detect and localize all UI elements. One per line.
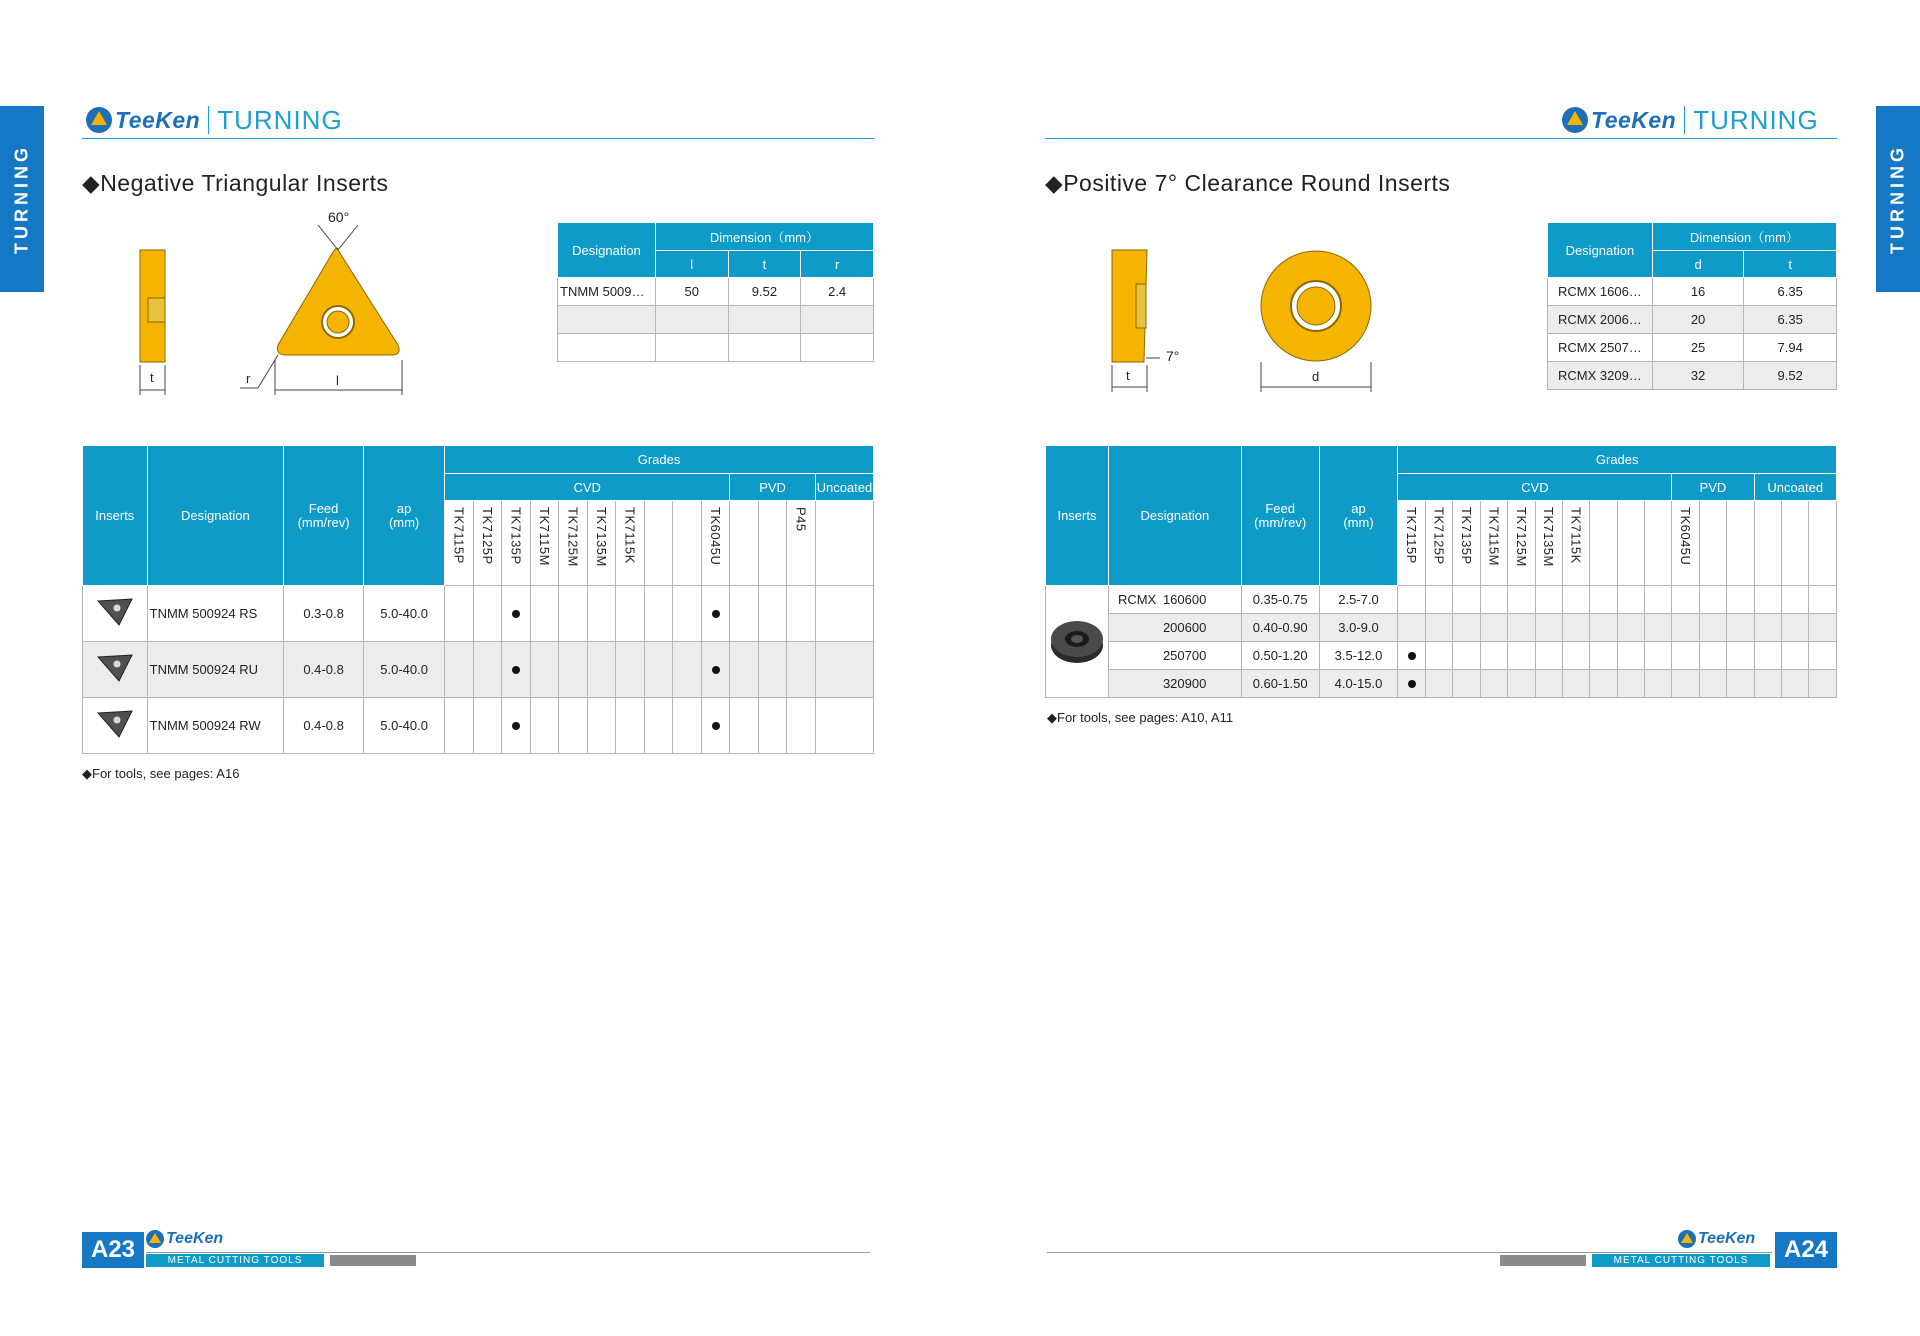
col-d: d: [1652, 251, 1744, 278]
cell: RCMX 2507…: [1548, 334, 1653, 362]
table-row: [558, 278, 874, 306]
cell: TNMM 5009…: [558, 278, 656, 306]
grade-cell: [1425, 586, 1452, 614]
grade-table-left: [82, 445, 874, 754]
table-row: [558, 306, 874, 334]
col-inserts: Inserts: [83, 446, 148, 586]
col-grades: Grades: [445, 446, 874, 474]
round-insert-drawing: [1100, 240, 1390, 400]
cell: 50: [655, 278, 728, 306]
grade-col-header: [815, 501, 873, 586]
footer-logo-text: TeeKen: [166, 1230, 224, 1247]
ap-cell: 4.0-15.0: [1319, 670, 1398, 698]
designation-cell: [1108, 670, 1241, 698]
col-designation: Designation: [1548, 223, 1653, 278]
grade-cell: [1453, 670, 1480, 698]
grade-col-header: [1781, 501, 1808, 586]
designation-cell: TNMM 500924 RS: [147, 586, 283, 642]
header-divider: [208, 106, 209, 134]
grade-col-header: [587, 501, 616, 586]
insert-image: [83, 586, 148, 642]
grade-cell: [473, 586, 502, 642]
grade-cell: [1672, 586, 1699, 614]
grade-name: TK7115K: [622, 507, 638, 564]
col-ap: ap (mm): [1319, 446, 1398, 586]
table-row: [1548, 306, 1837, 334]
grade-name: TK7125M: [565, 507, 581, 567]
table-row: [1046, 614, 1837, 642]
col-grades: Grades: [1398, 446, 1837, 474]
cell: RCMX 1606…: [1548, 278, 1653, 306]
grade-col-header: [730, 501, 759, 586]
grade-cell: [730, 586, 759, 642]
cell: 9.52: [1744, 362, 1837, 390]
cell: 16: [1652, 278, 1744, 306]
col-designation: Designation: [147, 446, 283, 586]
footer-brand: [146, 1230, 223, 1248]
side-tab-right: [1876, 106, 1920, 292]
grade-cell: [1727, 670, 1754, 698]
footer-gray-bar: [330, 1255, 416, 1266]
recommended-dot-icon: [512, 722, 520, 730]
triangle-insert-icon: [95, 651, 135, 685]
teeken-logo-icon: [1678, 1230, 1696, 1248]
feed-cell: 0.4-0.8: [284, 642, 364, 698]
grade-col-header: [1480, 501, 1507, 586]
grade-cell: [530, 586, 559, 642]
grade-cell: [1645, 670, 1672, 698]
designation-code: 320900: [1162, 676, 1207, 691]
table-row: [1548, 362, 1837, 390]
grade-name: TK7115P: [451, 507, 467, 564]
grade-col-header: [1508, 501, 1535, 586]
cell: 25: [1652, 334, 1744, 362]
insert-image: [83, 698, 148, 754]
ap-cell: 3.0-9.0: [1319, 614, 1398, 642]
designation-cell: [1108, 586, 1241, 614]
feed-cell: 0.35-0.75: [1241, 586, 1319, 614]
grade-col-header: [1672, 501, 1699, 586]
grade-cell: [787, 642, 816, 698]
ap-cell: 2.5-7.0: [1319, 586, 1398, 614]
designation-prefix: RCMX: [1117, 592, 1157, 607]
header-brand-right: [1562, 104, 1819, 136]
grade-cell: [473, 698, 502, 754]
grade-cell: [1590, 642, 1617, 670]
footer-logo-text: TeeKen: [1698, 1230, 1756, 1247]
dim-label-t: t: [150, 370, 154, 385]
recommended-dot-icon: [712, 722, 720, 730]
table-row: [83, 586, 874, 642]
grade-cell: [1562, 614, 1589, 642]
header-section-title: TURNING: [217, 104, 343, 135]
table-row: [558, 334, 874, 362]
grade-cell: [1699, 614, 1726, 642]
triangular-insert-drawing: [130, 205, 420, 405]
cell: RCMX 3209…: [1548, 362, 1653, 390]
grade-col-header: [1453, 501, 1480, 586]
col-feed: Feed (mm/rev): [284, 446, 364, 586]
col-dimension: Dimension（mm）: [1652, 223, 1836, 251]
table-row: [83, 698, 874, 754]
col-designation: Designation: [1108, 446, 1241, 586]
col-uncoated: Uncoated: [815, 474, 873, 501]
grade-cell: [758, 698, 787, 754]
grade-col-header: [559, 501, 588, 586]
insert-image: [83, 642, 148, 698]
grade-col-header: [530, 501, 559, 586]
grade-name: TK7115M: [536, 507, 552, 566]
grade-name: TK7125P: [1431, 507, 1447, 565]
grade-cell: [530, 642, 559, 698]
grade-cell: [1508, 586, 1535, 614]
tools-note: ◆For tools, see pages: A16: [82, 766, 240, 781]
triangle-insert-icon: [95, 707, 135, 741]
header-brand-left: [86, 104, 343, 136]
col-cvd: CVD: [445, 474, 730, 501]
triangle-insert-icon: [95, 595, 135, 629]
ap-cell: 5.0-40.0: [364, 698, 445, 754]
grade-cell: [1781, 586, 1808, 614]
page-number: A23: [82, 1232, 144, 1268]
col-dimension: Dimension（mm）: [655, 223, 873, 251]
grade-name: TK7115P: [1404, 507, 1420, 564]
grade-name: TK7115M: [1486, 507, 1502, 566]
grade-cell: [1781, 642, 1808, 670]
cell: 32: [1652, 362, 1744, 390]
header-section-title: TURNING: [1693, 104, 1819, 135]
col-ap: ap (mm): [364, 446, 445, 586]
grade-name: TK7135M: [1541, 507, 1557, 567]
dimension-table-right: [1547, 222, 1837, 390]
insert-image: [1046, 586, 1109, 698]
grade-cell: [1590, 614, 1617, 642]
grade-cell: [1508, 642, 1535, 670]
recommended-dot-icon: [1408, 680, 1416, 688]
footer-rule: [1047, 1252, 1772, 1253]
grade-name: TK7135M: [593, 507, 609, 567]
grade-cell: [1699, 642, 1726, 670]
round-insert-icon: [1049, 615, 1105, 665]
grade-cell: [1809, 614, 1837, 642]
grade-cell: [1453, 642, 1480, 670]
dim-label-t: t: [1126, 368, 1130, 383]
cell: 7.94: [1744, 334, 1837, 362]
grade-col-header: [1535, 501, 1562, 586]
cell: RCMX 2006…: [1548, 306, 1653, 334]
grade-cell: [644, 698, 673, 754]
col-cvd: CVD: [1398, 474, 1672, 501]
grade-cell: [1425, 614, 1452, 642]
grade-cell: [502, 698, 531, 754]
grade-name: TK7115K: [1568, 507, 1584, 564]
grade-cell: [559, 586, 588, 642]
col-t: t: [1744, 251, 1837, 278]
teeken-logo-icon: [146, 1230, 164, 1248]
cell: 2.4: [801, 278, 874, 306]
table-row: [83, 642, 874, 698]
grade-cell: [473, 642, 502, 698]
grade-col-header: [1590, 501, 1617, 586]
grade-cell: [1480, 642, 1507, 670]
feed-cell: 0.60-1.50: [1241, 670, 1319, 698]
grade-cell: [559, 642, 588, 698]
grade-col-header: [473, 501, 502, 586]
grade-cell: [616, 698, 645, 754]
grade-cell: [1398, 614, 1425, 642]
dim-label-angle: 60°: [328, 209, 350, 225]
designation-code: 250700: [1162, 648, 1207, 663]
grade-cell: [1617, 586, 1644, 614]
grade-cell: [1480, 614, 1507, 642]
grade-cell: [1645, 586, 1672, 614]
grade-cell: [559, 698, 588, 754]
grade-name: TK7125M: [1513, 507, 1529, 567]
grade-col-header: [1754, 501, 1781, 586]
grade-cell: [1754, 586, 1781, 614]
grade-cell: [1645, 614, 1672, 642]
recommended-dot-icon: [712, 610, 720, 618]
col-r: r: [801, 251, 874, 278]
dim-label-d: d: [1312, 369, 1320, 384]
grade-cell: [1809, 670, 1837, 698]
grade-cell: [787, 698, 816, 754]
grade-name: P45: [793, 507, 809, 532]
grade-cell: [1699, 586, 1726, 614]
footer-tagline: METAL CUTTING TOOLS: [1592, 1254, 1770, 1267]
grade-name: TK7135P: [1458, 507, 1474, 565]
ap-cell: 5.0-40.0: [364, 642, 445, 698]
grade-cell: [1645, 642, 1672, 670]
grade-cell: [1590, 670, 1617, 698]
designation-code: 200600: [1162, 620, 1207, 635]
side-tab-left: [0, 106, 44, 292]
cell: 20: [1652, 306, 1744, 334]
grade-col-header: [502, 501, 531, 586]
grade-col-header: [1398, 501, 1425, 586]
grade-cell: [1754, 614, 1781, 642]
teeken-logo-icon: [86, 107, 112, 133]
recommended-dot-icon: [512, 666, 520, 674]
grade-cell: [1727, 642, 1754, 670]
side-view: [1112, 250, 1160, 392]
grade-col-header: [616, 501, 645, 586]
feed-cell: 0.3-0.8: [284, 586, 364, 642]
footer-brand: [1678, 1230, 1755, 1248]
recommended-dot-icon: [1408, 652, 1416, 660]
feed-cell: 0.40-0.90: [1241, 614, 1319, 642]
grade-col-header: [701, 501, 730, 586]
grade-col-header: [787, 501, 816, 586]
grade-cell: [502, 586, 531, 642]
table-row: [1548, 278, 1837, 306]
grade-cell: [502, 642, 531, 698]
grade-cell: [673, 586, 702, 642]
footer-gray-bar: [1500, 1255, 1586, 1266]
header-rule: [1045, 138, 1837, 139]
col-uncoated: Uncoated: [1754, 474, 1837, 501]
cell: 6.35: [1744, 278, 1837, 306]
dim-label-r: r: [246, 371, 251, 386]
table-row: [1548, 334, 1837, 362]
grade-cell: [1617, 670, 1644, 698]
grade-cell: [758, 586, 787, 642]
grade-cell: [1480, 670, 1507, 698]
grade-cell: [1617, 614, 1644, 642]
table-row: [1046, 586, 1837, 614]
designation-code: 160600: [1162, 592, 1207, 607]
grade-cell: [1508, 670, 1535, 698]
top-view: [240, 225, 402, 395]
grade-cell: [815, 586, 873, 642]
grade-col-header: [1645, 501, 1672, 586]
grade-table-right: [1045, 445, 1837, 698]
cell: 9.52: [728, 278, 801, 306]
grade-cell: [1672, 642, 1699, 670]
grade-cell: [1754, 642, 1781, 670]
grade-col-header: [1699, 501, 1726, 586]
grade-cell: [1781, 670, 1808, 698]
grade-cell: [1453, 614, 1480, 642]
cell: 6.35: [1744, 306, 1837, 334]
col-feed: Feed (mm/rev): [1241, 446, 1319, 586]
designation-cell: TNMM 500924 RW: [147, 698, 283, 754]
grade-cell: [445, 586, 474, 642]
feed-cell: 0.50-1.20: [1241, 642, 1319, 670]
grade-cell: [701, 642, 730, 698]
grade-cell: [1672, 614, 1699, 642]
grade-cell: [701, 586, 730, 642]
grade-cell: [1562, 670, 1589, 698]
grade-cell: [1590, 586, 1617, 614]
grade-cell: [587, 642, 616, 698]
grade-col-header: [673, 501, 702, 586]
grade-cell: [445, 642, 474, 698]
grade-cell: [673, 698, 702, 754]
grade-col-header: [644, 501, 673, 586]
grade-name: TK7125P: [479, 507, 495, 565]
grade-cell: [445, 698, 474, 754]
grade-cell: [1535, 614, 1562, 642]
section-title: ◆Positive 7° Clearance Round Inserts: [1045, 170, 1451, 196]
grade-cell: [758, 642, 787, 698]
col-pvd: PVD: [1672, 474, 1754, 501]
grade-cell: [730, 698, 759, 754]
grade-col-header: [445, 501, 474, 586]
recommended-dot-icon: [712, 666, 720, 674]
grade-name: TK6045U: [708, 507, 724, 566]
grade-cell: [616, 586, 645, 642]
logo-text: TeeKen: [115, 106, 201, 133]
grade-cell: [730, 642, 759, 698]
grade-cell: [1425, 642, 1452, 670]
teeken-logo-icon: [1562, 107, 1588, 133]
grade-col-header: [1727, 501, 1754, 586]
grade-cell: [1754, 670, 1781, 698]
grade-cell: [587, 586, 616, 642]
grade-name: TK6045U: [1678, 507, 1694, 566]
grade-cell: [1535, 670, 1562, 698]
side-tab-label: TURNING: [11, 144, 32, 254]
grade-cell: [1398, 642, 1425, 670]
designation-cell: [1108, 614, 1241, 642]
grade-cell: [1672, 670, 1699, 698]
logo-text: TeeKen: [1591, 106, 1677, 133]
grade-cell: [1425, 670, 1452, 698]
designation-cell: TNMM 500924 RU: [147, 642, 283, 698]
grade-cell: [1562, 586, 1589, 614]
col-designation: Designation: [558, 223, 656, 278]
grade-cell: [1453, 586, 1480, 614]
grade-cell: [815, 642, 873, 698]
col-pvd: PVD: [730, 474, 816, 501]
header-rule: [82, 138, 874, 139]
col-l: l: [655, 251, 728, 278]
grade-col-header: [1809, 501, 1837, 586]
grade-col-header: [1617, 501, 1644, 586]
page-number: A24: [1775, 1232, 1837, 1268]
table-row: [1046, 670, 1837, 698]
designation-cell: [1108, 642, 1241, 670]
ap-cell: 3.5-12.0: [1319, 642, 1398, 670]
footer-rule: [146, 1252, 870, 1253]
grade-name: TK7135P: [508, 507, 524, 565]
recommended-dot-icon: [512, 610, 520, 618]
grade-cell: [673, 642, 702, 698]
grade-cell: [1617, 642, 1644, 670]
grade-col-header: [758, 501, 787, 586]
col-inserts: Inserts: [1046, 446, 1109, 586]
grade-cell: [1398, 586, 1425, 614]
side-tab-label: TURNING: [1887, 144, 1908, 254]
grade-cell: [1535, 586, 1562, 614]
grade-cell: [616, 642, 645, 698]
grade-cell: [1535, 642, 1562, 670]
grade-cell: [1781, 614, 1808, 642]
grade-cell: [787, 586, 816, 642]
dim-label-angle: 7°: [1166, 348, 1180, 364]
table-row: [1046, 642, 1837, 670]
dim-label-l: l: [336, 373, 339, 388]
grade-cell: [1809, 586, 1837, 614]
grade-cell: [530, 698, 559, 754]
tools-note: ◆For tools, see pages: A10, A11: [1047, 710, 1234, 725]
grade-cell: [1727, 586, 1754, 614]
grade-cell: [1562, 642, 1589, 670]
grade-cell: [1480, 586, 1507, 614]
grade-cell: [701, 698, 730, 754]
grade-cell: [1699, 670, 1726, 698]
grade-cell: [1809, 642, 1837, 670]
grade-cell: [815, 698, 873, 754]
header-divider: [1684, 106, 1685, 134]
grade-cell: [1508, 614, 1535, 642]
ap-cell: 5.0-40.0: [364, 586, 445, 642]
grade-cell: [644, 586, 673, 642]
grade-cell: [644, 642, 673, 698]
grade-col-header: [1562, 501, 1589, 586]
dimension-table-left: [557, 222, 874, 362]
grade-cell: [1398, 670, 1425, 698]
col-t: t: [728, 251, 801, 278]
footer-tagline: METAL CUTTING TOOLS: [146, 1254, 324, 1267]
feed-cell: 0.4-0.8: [284, 698, 364, 754]
grade-col-header: [1425, 501, 1452, 586]
grade-cell: [1727, 614, 1754, 642]
section-title: ◆Negative Triangular Inserts: [82, 170, 389, 196]
grade-cell: [587, 698, 616, 754]
